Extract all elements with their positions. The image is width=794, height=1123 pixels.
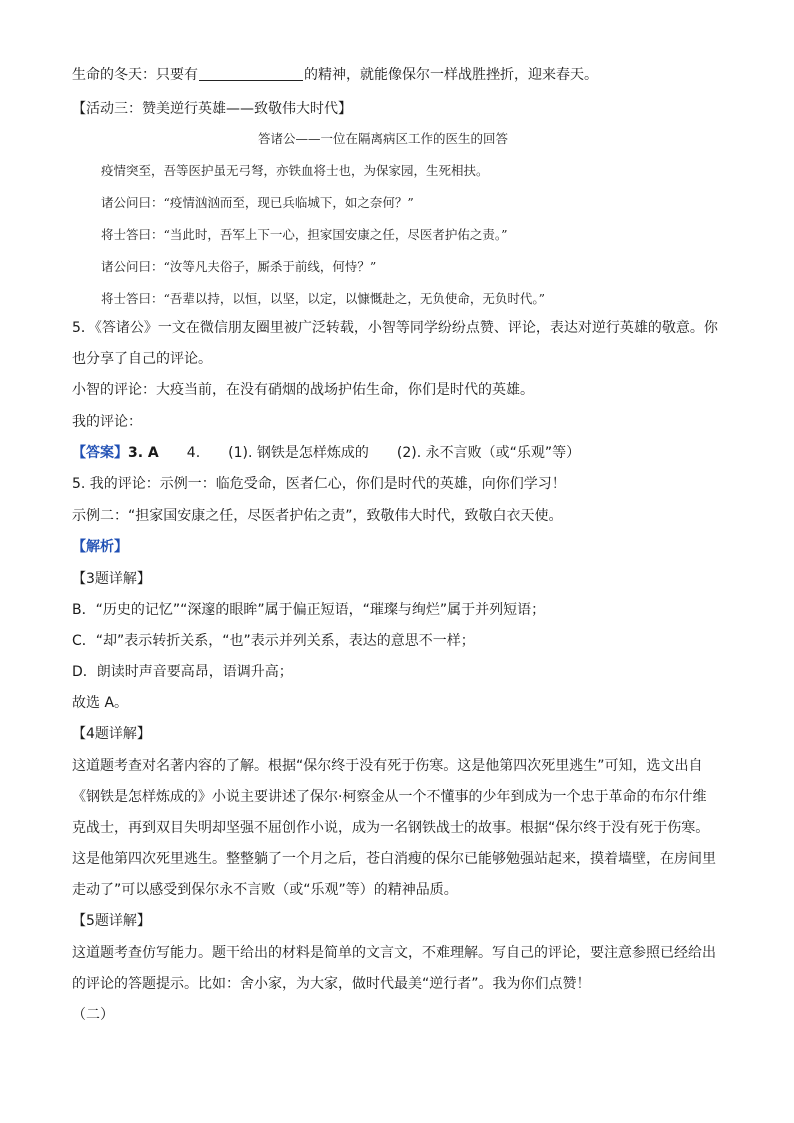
detail-4-text: 走动了”可以感受到保尔永不言败（或“乐观”等）的精神品质。 (72, 882, 458, 898)
detail-5-heading: 【5题详解】 (72, 913, 151, 929)
fill-blank-sentence (72, 66, 598, 84)
text: 生命的冬天：只要有 (72, 67, 198, 83)
answer-3: 3. A (128, 445, 159, 461)
answer-4-1: (1). 钢铁是怎样炼成的 (228, 445, 369, 461)
detail-4-text: 这道题考查对名著内容的了解。根据“保尔终于没有死于伤寒。这是他第四次死里逃生”可知，选文出自 (72, 758, 703, 774)
detail-4-text: 这是他第四次死里逃生。整整躺了一个月之后，苍白消瘦的保尔已能够勉强站起来，摸着墙壁，在房间里 (72, 851, 716, 867)
answer-line (72, 444, 580, 462)
detail-5-text: 这道题考查仿写能力。题干给出的材料是简单的文言文，不难理解。写自己的评论，要注意参照已经给出 (72, 945, 716, 961)
answer-label: 【答案】 (72, 445, 128, 461)
detail-3-heading: 【3题详解】 (72, 571, 151, 587)
poem-title: 答诸公——一位在隔离病区工作的医生的回答 (258, 131, 509, 146)
detail-3-option-d: D．朗读时声音要高昂，语调升高； (72, 664, 293, 680)
poem-line: 诸公问曰：“汝等凡夫俗子，厮杀于前线，何恃？” (101, 259, 377, 274)
xiaozhi-comment: 小智的评论：大疫当前，在没有硝烟的战场护佑生命，你们是时代的英雄。 (72, 382, 534, 398)
detail-3-option-c: C．“却”表示转折关系，“也”表示并列关系，表达的意思不一样； (72, 633, 475, 649)
activity-heading: 【活动三：赞美逆行英雄——致敬伟大时代】 (72, 101, 352, 117)
answer-blank (199, 66, 303, 81)
poem-line: 将士答曰：“吾辈以持，以恒，以坚，以定，以慷慨赴之，无负使命，无负时代。” (101, 291, 546, 306)
text: 的精神，就能像保尔一样战胜挫折，迎来春天。 (304, 67, 598, 83)
poem-line: 诸公问曰：“疫情汹汹而至，现已兵临城下，如之奈何？” (101, 195, 414, 210)
detail-4-text: 克战士，再到双目失明却坚强不屈创作小说，成为一名钢铁战士的故事。根据“保尔终于没有死于伤寒。 (72, 820, 710, 836)
answer-4: 4. (186, 445, 201, 461)
question-5-line2: 也分享了自己的评论。 (72, 351, 212, 367)
detail-3-conclusion: 故选 A。 (72, 695, 129, 711)
detail-4-heading: 【4题详解】 (72, 726, 151, 742)
detail-5-text: 的评论的答题提示。比如：舍小家，为大家，做时代最美“逆行者”。我为你们点赞！ (72, 976, 591, 992)
question-5-line1: 5．《答诸公》一文在微信朋友圈里被广泛转载，小智等同学纷纷点赞、评论，表达对逆行英雄的敬意。你 (72, 320, 718, 336)
answer-5-example1: 5. 我的评论：示例一：临危受命，医者仁心，你们是时代的英雄，向你们学习！ (72, 476, 566, 492)
poem-line: 将士答曰：“当此时，吾军上下一心，担家国安康之任，尽医者护佑之责。” (101, 227, 508, 242)
detail-4-text: 《钢铁是怎样炼成的》小说主要讲述了保尔·柯察金从一个不懂事的少年到成为一个忠于革命的布尔什维 (72, 789, 707, 805)
answer-5-example2: 示例二：“担家国安康之任，尽医者护佑之责”，致敬伟大时代，致敬白衣天使。 (72, 508, 563, 524)
detail-3-option-b: B．“历史的记忆”“深邃的眼眸”属于偏正短语，“璀璨与绚烂”属于并列短语； (72, 602, 546, 618)
answer-4-2: (2). 永不言败（或“乐观”等） (396, 445, 581, 461)
my-comment-prompt: 我的评论： (72, 414, 142, 430)
section-2-heading: （二） (72, 1007, 114, 1023)
analysis-label: 【解析】 (72, 539, 128, 555)
poem-line: 疫情突至，吾等医护虽无弓弩，亦铁血将士也，为保家园，生死相扶。 (101, 163, 489, 178)
